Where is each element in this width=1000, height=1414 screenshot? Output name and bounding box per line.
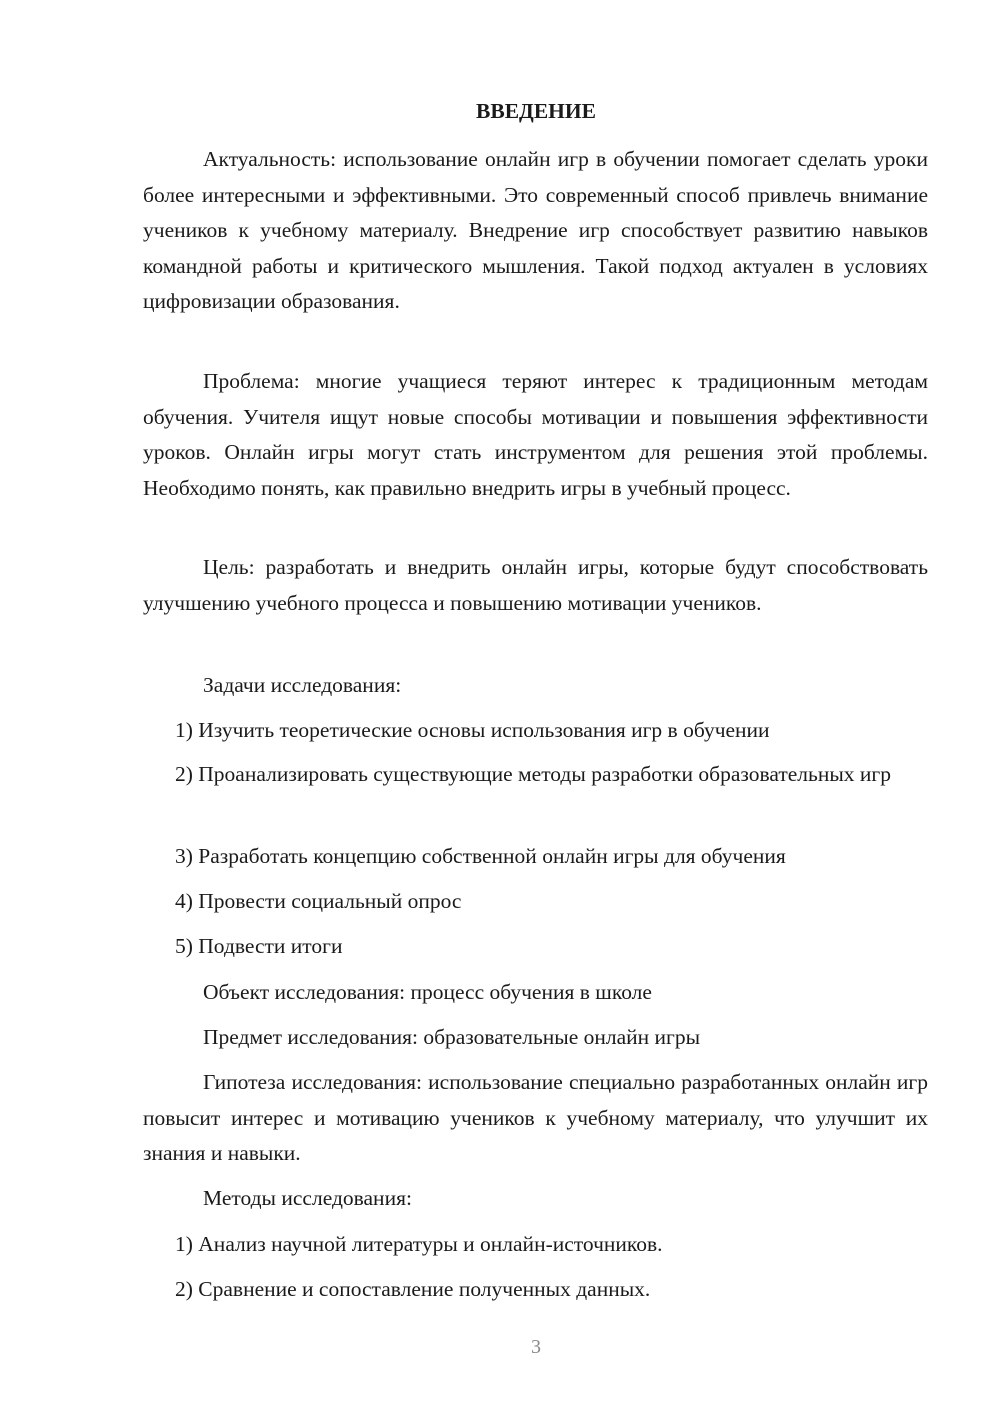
research-object: Объект исследования: процесс обучения в школе	[203, 980, 652, 1004]
relevance-paragraph: Актуальность: использование онлайн игр в обучении помогает сделать уроки более интересными и эффективными. Это современный способ привлечь внимание учеников к учебному материалу. Внедрение игр способствует развитию навыков командной работы и критического мышления. Такой подход актуален в условиях цифровизации образования.	[143, 147, 928, 313]
task-item-2: 2) Проанализировать существующие методы разработки образовательных игр	[175, 762, 891, 786]
task-item-5: 5) Подвести итоги	[175, 934, 343, 958]
section-title: ВВЕДЕНИЕ	[476, 99, 596, 123]
research-subject: Предмет исследования: образовательные онлайн игры	[203, 1025, 701, 1049]
task-item-1: 1) Изучить теоретические основы использования игр в обучении	[175, 718, 770, 742]
problem-paragraph: Проблема: многие учащиеся теряют интерес к традиционным методам обучения. Учителя ищут новые способы мотивации и повышения эффективности уроков. Онлайн игры могут стать инструментом для решения этой проблемы. Необходимо понять, как правильно внедрить игры в учебный процесс.	[143, 369, 928, 500]
methods-heading: Методы исследования:	[203, 1186, 412, 1210]
page-number: 3	[531, 1336, 541, 1358]
method-item-2: 2) Сравнение и сопоставление полученных данных.	[175, 1277, 651, 1301]
goal-paragraph: Цель: разработать и внедрить онлайн игры, которые будут способствовать улучшению учебного процесса и повышению мотивации учеников.	[143, 555, 928, 615]
task-item-3: 3) Разработать концепцию собственной онлайн игры для обучения	[175, 844, 786, 868]
method-item-1: 1) Анализ научной литературы и онлайн-источников.	[175, 1232, 663, 1256]
hypothesis-paragraph: Гипотеза исследования: использование специально разработанных онлайн игр повысит интерес и мотивацию учеников к учебному материалу, что улучшит их знания и навыки.	[143, 1070, 928, 1165]
task-item-4: 4) Провести социальный опрос	[175, 889, 462, 913]
tasks-heading: Задачи исследования:	[203, 673, 402, 697]
